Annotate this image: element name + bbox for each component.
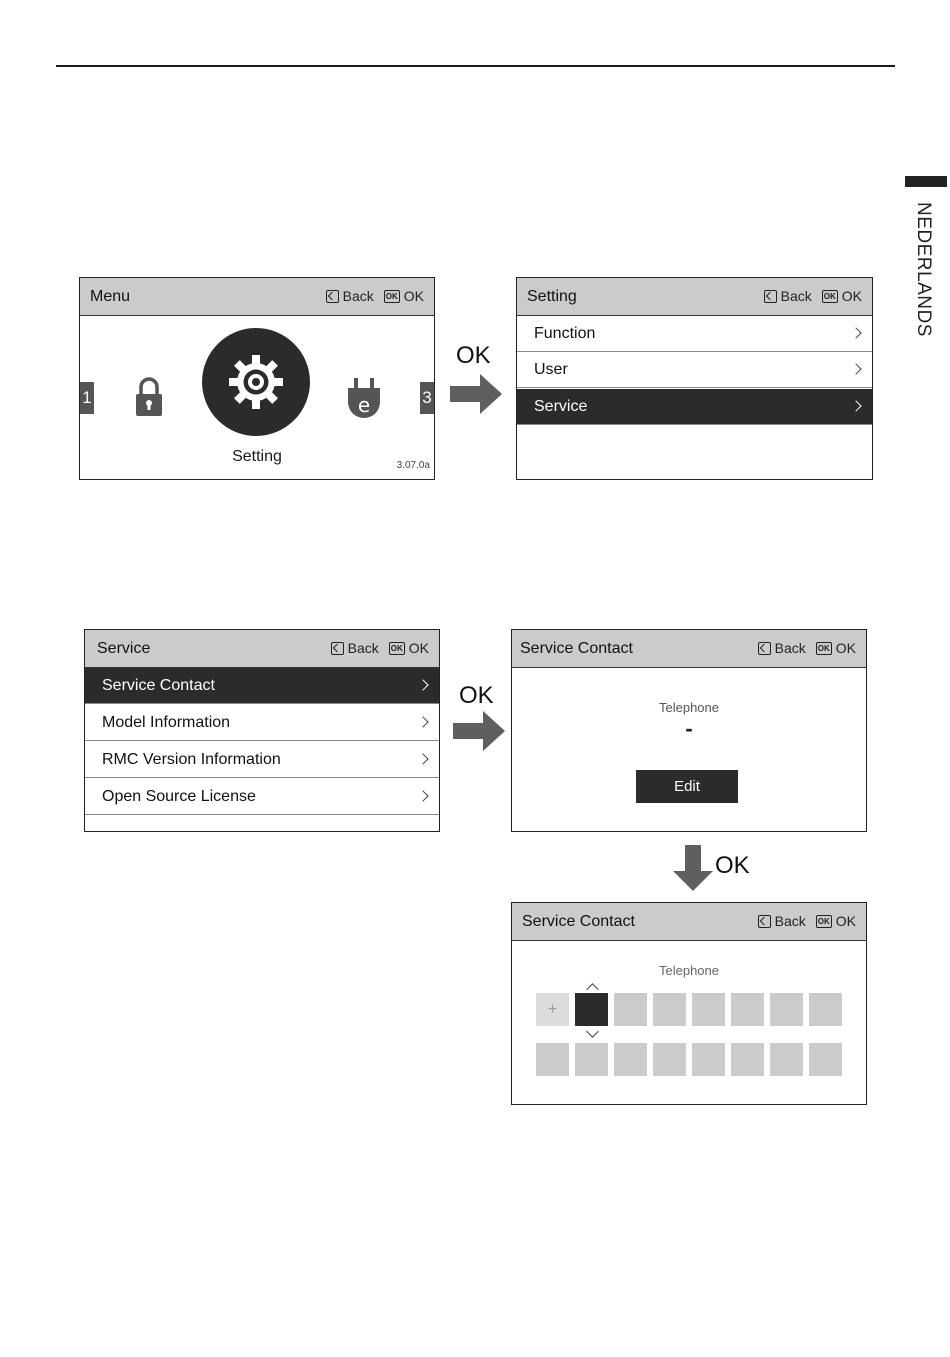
lock-icon[interactable] [133, 376, 165, 418]
screen-title: Menu [90, 288, 131, 305]
back-label[interactable]: Back [774, 640, 806, 656]
back-icon[interactable] [331, 642, 344, 655]
field-label: Telephone [659, 963, 719, 978]
digit-cell[interactable] [653, 1043, 686, 1076]
screen-setting [516, 277, 873, 480]
list-item-open-source-license[interactable]: Open Source License [85, 779, 439, 815]
setting-circle[interactable] [202, 328, 310, 436]
version-label: 3.07.0a [396, 460, 430, 471]
header-controls [331, 640, 429, 656]
digit-cell[interactable] [692, 1043, 725, 1076]
right-arrow-icon [450, 374, 502, 414]
back-label[interactable]: Back [347, 640, 379, 656]
arrow-label: OK [715, 852, 750, 879]
header-controls [764, 288, 862, 304]
ok-icon[interactable]: OK [817, 643, 830, 653]
back-label[interactable]: Back [780, 288, 812, 304]
left-page-tab[interactable]: 1 [80, 382, 94, 414]
ok-icon[interactable]: OK [817, 916, 830, 926]
back-icon[interactable] [758, 642, 771, 655]
screen-service [84, 629, 440, 832]
ok-label[interactable]: OK [835, 640, 856, 656]
language-tab-bar [905, 176, 947, 187]
list-item-model-information[interactable]: Model Information [85, 705, 439, 741]
list-item-user[interactable]: User [517, 352, 872, 388]
digit-cell[interactable] [731, 1043, 764, 1076]
gear-icon [226, 352, 286, 412]
language-tab: NEDERLANDS [913, 202, 934, 337]
down-arrow-icon [673, 845, 713, 891]
chevron-right-icon [850, 400, 861, 411]
svg-text:e: e [357, 393, 371, 417]
chevron-right-icon [850, 363, 861, 374]
list-item-service[interactable]: Service [517, 389, 872, 425]
screen-header [512, 630, 866, 668]
back-icon[interactable] [758, 915, 771, 928]
chevron-right-icon [417, 679, 428, 690]
screen-header [80, 278, 434, 316]
plus-key[interactable]: + [536, 993, 569, 1026]
screen-service-contact-edit [511, 902, 867, 1105]
header-controls [758, 913, 856, 929]
digit-cell[interactable] [614, 993, 647, 1026]
ok-label[interactable]: OK [841, 288, 862, 304]
digit-cell[interactable] [536, 1043, 569, 1076]
chevron-down-icon[interactable] [586, 1025, 599, 1038]
back-label[interactable]: Back [774, 913, 806, 929]
screen-header [85, 630, 439, 668]
telephone-value: - [685, 716, 693, 741]
screen-title: Setting [527, 288, 577, 305]
right-arrow-icon [453, 711, 505, 751]
digit-cell[interactable] [575, 1043, 608, 1076]
digit-cell[interactable] [653, 993, 686, 1026]
back-label[interactable]: Back [342, 288, 374, 304]
digit-cell[interactable] [692, 993, 725, 1026]
list-item-function[interactable]: Function [517, 316, 872, 352]
edit-button[interactable]: Edit [636, 770, 738, 803]
right-page-tab[interactable]: 3 [420, 382, 434, 414]
back-icon[interactable] [764, 290, 777, 303]
center-label: Setting [232, 448, 282, 465]
top-rule [56, 65, 895, 67]
screen-menu [79, 277, 435, 480]
chevron-right-icon [417, 790, 428, 801]
digit-cell[interactable] [770, 1043, 803, 1076]
list-item-rmc-version-information[interactable]: RMC Version Information [85, 742, 439, 778]
ok-icon[interactable]: OK [385, 291, 398, 301]
ok-label[interactable]: OK [403, 288, 424, 304]
screen-title: Service Contact [520, 640, 633, 657]
plug-icon[interactable] [346, 376, 382, 420]
digit-cell[interactable] [614, 1043, 647, 1076]
ok-label[interactable]: OK [408, 640, 429, 656]
chevron-right-icon [417, 716, 428, 727]
digit-cell[interactable] [809, 993, 842, 1026]
chevron-right-icon [417, 753, 428, 764]
chevron-right-icon [850, 327, 861, 338]
header-controls [326, 288, 424, 304]
field-label: Telephone [659, 700, 719, 715]
screen-header [512, 903, 866, 941]
arrow-label: OK [456, 342, 491, 369]
ok-icon[interactable]: OK [390, 643, 403, 653]
digit-cell-active[interactable] [575, 993, 608, 1026]
screen-title: Service [97, 640, 151, 657]
back-icon[interactable] [326, 290, 339, 303]
digit-cell[interactable] [770, 993, 803, 1026]
digit-cell[interactable] [809, 1043, 842, 1076]
screen-title: Service Contact [522, 913, 635, 930]
list-item-service-contact[interactable]: Service Contact [85, 668, 439, 704]
header-controls [758, 640, 856, 656]
arrow-label: OK [459, 682, 494, 709]
digit-cell[interactable] [731, 993, 764, 1026]
ok-label[interactable]: OK [835, 913, 856, 929]
screen-header [517, 278, 872, 316]
screen-service-contact [511, 629, 867, 832]
ok-icon[interactable]: OK [823, 291, 836, 301]
